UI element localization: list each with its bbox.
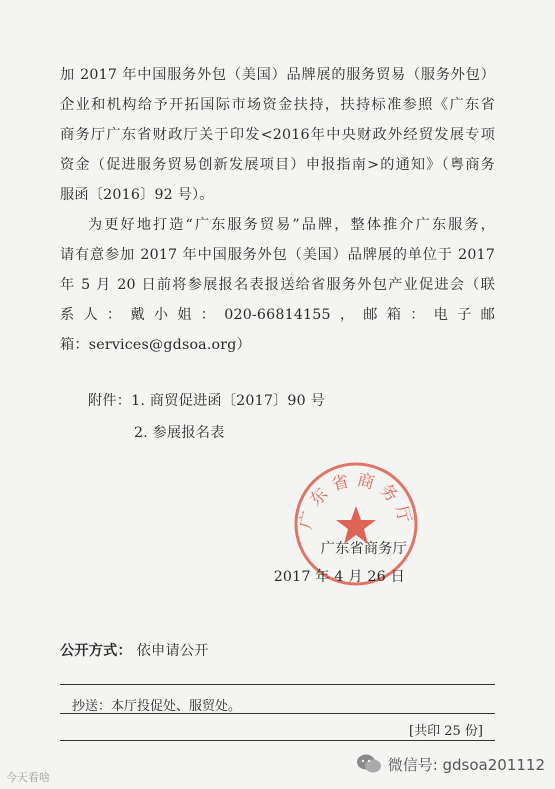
publicity-value: 依申请公开 <box>136 643 209 659</box>
para2-line-2: 请有意参加 2017 年中国服务外包（美国）品牌展的单位于 2017 <box>60 247 495 263</box>
divider-middle <box>60 713 495 714</box>
wechat-icon <box>356 753 382 775</box>
para2-line-1: 为更好地打造“广东服务贸易”品牌，整体推介广东服务， <box>88 217 495 233</box>
publicity-label: 公开方式： <box>60 643 132 659</box>
para2-line-5: 箱：services@gdsoa.org） <box>60 337 251 353</box>
para2-line-3: 年 5 月 20 日前将参展报名表报送给省服务外包产业促进会（联 <box>60 277 495 293</box>
watermark-left: 今天看啥 <box>6 771 50 784</box>
body-line-1: 加 2017 年中国服务外包（美国）品牌展的服务贸易（服务外包） <box>60 67 495 83</box>
wechat-id: 微信号: gdsoa201112 <box>387 755 545 774</box>
copies-note: [共印 25 份] <box>409 724 483 739</box>
signature-date: 2017 年 4 月 26 日 <box>273 569 405 585</box>
watermark-right <box>356 753 545 775</box>
divider-top <box>60 684 495 685</box>
body-line-5: 服函〔2016〕92 号）。 <box>60 187 214 203</box>
body-line-4: 资金（促进服务贸易创新发展项目）申报指南>的通知》（粤商务 <box>60 157 495 173</box>
publicity-row <box>60 642 495 660</box>
body-line-3: 商务厅广东省财政厅关于印发<2016年中央财政外经贸发展专项 <box>60 127 495 143</box>
attachment-item-1: 附件：1. 商贸促进函〔2017〕90 号 <box>88 393 325 409</box>
cc-line: 抄送：本厅投促处、服贸处。 <box>72 699 242 714</box>
seal-text: 广东省商务厅 <box>296 470 416 532</box>
body-line-2: 企业和机构给予开拓国际市场资金扶持，扶持标准参照《广东省 <box>60 97 495 113</box>
attachment-item-2: 2. 参展报名表 <box>134 425 225 441</box>
divider-bottom <box>60 740 495 741</box>
signature-org: 广东省商务厅 <box>320 541 407 557</box>
para2-line-4: 系人：戴小姐：020-66814155，邮箱：电子邮 <box>60 307 495 323</box>
